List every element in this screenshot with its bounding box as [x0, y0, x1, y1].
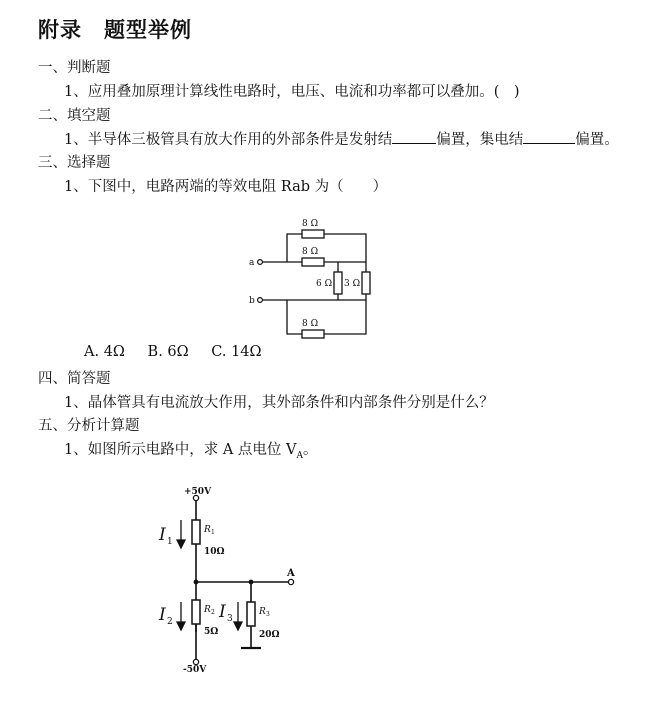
answer-blank-collector[interactable] — [523, 129, 575, 144]
section-heading-judgement: 一、判断题 — [38, 60, 111, 76]
calculation-subscript: A — [296, 450, 303, 461]
equivalent-resistance-circuit-diagram — [240, 212, 380, 342]
i3-arrow-head-icon — [234, 622, 242, 630]
r3-value: 20Ω — [259, 630, 280, 640]
resistor-r1 — [192, 520, 200, 544]
terminal-minus50v-dot — [193, 659, 198, 664]
terminal-b-label: b — [249, 296, 255, 306]
v-top-label: +50V — [184, 487, 212, 497]
calculation-text: 1、如图所示电路中，求 A 点电位 V — [64, 442, 297, 458]
resistor-r3 — [247, 602, 255, 626]
section-heading-short-answer: 四、简答题 — [38, 371, 111, 387]
r2-name: R — [204, 605, 211, 615]
i3-label: I — [219, 602, 226, 622]
i2-sub: 2 — [167, 617, 173, 627]
junction-dot-left — [194, 580, 199, 585]
terminal-b-dot — [258, 298, 263, 303]
section-heading-calculation: 五、分析计算题 — [38, 418, 140, 434]
r2-value: 5Ω — [204, 627, 219, 637]
resistor-8ohm-top — [302, 230, 324, 238]
node-potential-circuit-diagram — [148, 482, 308, 677]
resistor-6ohm — [334, 272, 342, 294]
question-choice-1: 1、下图中，电路两端的等效电阻 Rab 为（ ） — [64, 179, 388, 195]
question-calculation-1 — [64, 438, 318, 461]
i1-arrow-head-icon — [177, 540, 185, 548]
resistor-3ohm — [362, 272, 370, 294]
option-c[interactable]: C. 14Ω — [211, 344, 262, 360]
i2-label: I — [159, 605, 166, 625]
fill-blank-text-2: 偏置，集电结 — [436, 132, 524, 148]
resistor-8ohm-middle — [302, 258, 324, 266]
node-a-label: A — [287, 568, 295, 579]
page-title: 附录 题型举例 — [38, 17, 192, 42]
fill-blank-text-1: 1、半导体三极管具有放大作用的外部条件是发射结 — [64, 132, 393, 148]
terminal-a-dot — [258, 260, 263, 265]
i1-label: I — [159, 525, 166, 545]
r3-sub: 3 — [266, 611, 270, 618]
section-heading-choice: 三、选择题 — [38, 155, 111, 171]
r-bottom-label: 8 Ω — [302, 319, 319, 329]
r-3-label: 3 Ω — [344, 279, 361, 289]
resistor-r2 — [192, 600, 200, 624]
v-bottom-label: -50V — [183, 665, 207, 675]
r3-name: R — [259, 607, 266, 617]
question-fill-blank-1 — [64, 128, 619, 149]
i2-arrow-head-icon — [177, 622, 185, 630]
resistor-8ohm-bottom — [302, 330, 324, 338]
i3-sub: 3 — [227, 614, 233, 624]
section-heading-fill-blank: 二、填空题 — [38, 108, 111, 124]
fill-blank-text-3: 偏置。 — [575, 132, 619, 148]
i1-sub: 1 — [167, 537, 173, 547]
r1-name: R — [204, 525, 211, 535]
r-6-label: 6 Ω — [316, 279, 333, 289]
question-short-answer-1: 1、晶体管具有电流放大作用，其外部条件和内部条件分别是什么？ — [64, 395, 494, 411]
r-top-label: 8 Ω — [302, 219, 319, 229]
r1-sub: 1 — [211, 529, 215, 536]
r2-sub: 2 — [211, 609, 215, 616]
answer-blank-emitter[interactable] — [392, 129, 436, 144]
terminal-a-label: a — [249, 258, 255, 268]
calculation-end: 。 — [303, 442, 318, 458]
r1-value: 10Ω — [204, 547, 225, 557]
option-a[interactable]: A. 4Ω — [84, 344, 125, 360]
choice-options — [84, 344, 280, 360]
junction-dot-right — [249, 580, 254, 585]
option-b[interactable]: B. 6Ω — [147, 344, 189, 360]
node-a-dot — [288, 579, 293, 584]
question-judgement-1: 1、应用叠加原理计算线性电路时，电压、电流和功率都可以叠加。( ) — [64, 84, 520, 100]
r-middle-label: 8 Ω — [302, 247, 319, 257]
